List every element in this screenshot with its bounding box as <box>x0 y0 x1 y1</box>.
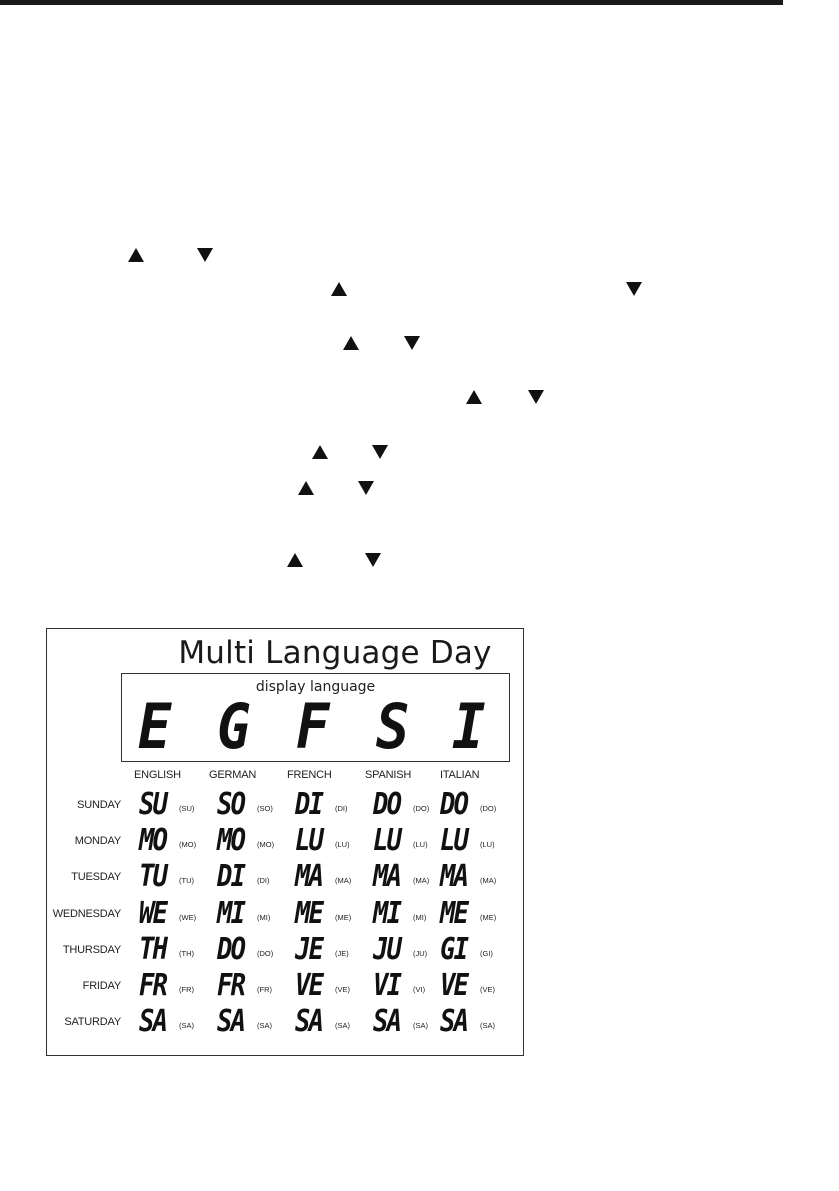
day-cell <box>217 789 293 825</box>
segment-abbreviation: DO <box>373 787 401 822</box>
segment-abbreviation: LU <box>295 823 323 859</box>
day-cell <box>139 895 215 934</box>
day-label: TUESDAY <box>71 871 121 884</box>
day-cell <box>373 931 449 970</box>
column-header: ITALIAN <box>440 769 480 781</box>
day-cell <box>440 825 516 861</box>
abbreviation-label: (WE) <box>179 912 197 922</box>
day-cell <box>295 825 371 861</box>
column-header: ENGLISH <box>134 769 181 781</box>
abbreviation-label: (DI) <box>257 876 270 886</box>
up-arrow-icon <box>128 248 144 262</box>
down-arrow-icon <box>358 481 374 495</box>
down-arrow-icon <box>197 248 213 262</box>
day-label: FRIDAY <box>82 980 121 992</box>
multi-language-day-panel <box>46 628 524 1056</box>
segment-abbreviation: SA <box>373 1004 401 1040</box>
table-row <box>47 789 523 825</box>
segment-abbreviation: TH <box>139 931 167 967</box>
segment-abbreviation: VE <box>295 968 323 1003</box>
language-letters <box>122 692 509 762</box>
up-arrow-icon <box>331 282 347 296</box>
language-letter: F <box>295 690 330 763</box>
abbreviation-label: (DO) <box>480 804 497 813</box>
day-cell <box>217 1006 293 1042</box>
segment-abbreviation: SA <box>295 1004 323 1040</box>
abbreviation-label: (GI) <box>480 948 493 958</box>
day-cell <box>139 789 215 825</box>
segment-abbreviation: VI <box>373 968 401 1003</box>
day-cell <box>373 970 449 1006</box>
segment-abbreviation: ME <box>440 895 468 931</box>
day-cell <box>440 895 516 934</box>
abbreviation-label: (SA) <box>257 1021 272 1031</box>
column-header: SPANISH <box>365 769 412 781</box>
day-cell <box>440 1006 516 1042</box>
table-row <box>47 1006 523 1042</box>
down-arrow-icon <box>365 553 381 567</box>
up-arrow-icon <box>298 481 314 495</box>
abbreviation-label: (SA) <box>335 1021 350 1031</box>
day-cell <box>373 895 449 934</box>
abbreviation-label: (VE) <box>480 985 495 994</box>
panel-title: Multi Language Day <box>178 635 492 671</box>
day-cell <box>373 825 449 861</box>
abbreviation-label: (MO) <box>257 840 275 850</box>
abbreviation-label: (LU) <box>413 840 428 850</box>
segment-abbreviation: FR <box>217 968 245 1003</box>
segment-abbreviation: MI <box>373 895 401 931</box>
abbreviation-label: (MA) <box>335 876 352 886</box>
segment-abbreviation: JU <box>373 931 401 967</box>
up-arrow-icon <box>287 553 303 567</box>
abbreviation-label: (SA) <box>179 1021 194 1031</box>
day-label: SUNDAY <box>77 799 121 811</box>
day-cell <box>217 861 293 897</box>
segment-abbreviation: WE <box>139 895 167 931</box>
day-cell <box>139 825 215 861</box>
day-label: WEDNESDAY <box>52 907 121 920</box>
display-language-label: display language <box>255 679 376 695</box>
segment-abbreviation: SA <box>139 1004 167 1040</box>
table-row <box>47 861 523 897</box>
day-label: MONDAY <box>74 835 121 848</box>
language-letter: I <box>451 690 486 763</box>
day-cell <box>217 895 293 934</box>
day-label: THURSDAY <box>62 943 121 956</box>
segment-abbreviation: DO <box>440 787 468 822</box>
segment-abbreviation: MO <box>217 823 245 859</box>
segment-abbreviation: LU <box>373 823 401 859</box>
abbreviation-label: (VI) <box>413 985 426 994</box>
segment-abbreviation: MA <box>373 859 401 895</box>
day-cell <box>217 931 293 970</box>
abbreviation-label: (TU) <box>179 876 194 886</box>
down-arrow-icon <box>404 336 420 350</box>
abbreviation-label: (MA) <box>480 876 497 886</box>
abbreviation-label: (DO) <box>257 948 274 958</box>
language-letter: E <box>137 690 172 763</box>
day-cell <box>295 931 371 970</box>
down-arrow-icon <box>528 390 544 404</box>
segment-abbreviation: FR <box>139 968 167 1003</box>
day-cell <box>295 970 371 1006</box>
abbreviation-label: (FR) <box>179 985 194 994</box>
abbreviation-label: (DI) <box>335 804 348 813</box>
day-cell <box>295 1006 371 1042</box>
day-cell <box>373 1006 449 1042</box>
abbreviation-label: (MI) <box>257 912 271 922</box>
column-headers <box>47 769 523 785</box>
day-cell <box>295 789 371 825</box>
abbreviation-label: (VE) <box>335 985 350 994</box>
day-cell <box>217 970 293 1006</box>
column-header: GERMAN <box>209 769 257 781</box>
day-cell <box>440 970 516 1006</box>
segment-abbreviation: VE <box>440 968 468 1003</box>
segment-abbreviation: DO <box>217 931 245 967</box>
abbreviation-label: (SA) <box>480 1021 495 1031</box>
abbreviation-label: (ME) <box>335 912 352 922</box>
up-arrow-icon <box>343 336 359 350</box>
day-cell <box>295 895 371 934</box>
table-row <box>47 970 523 1006</box>
abbreviation-label: (MO) <box>179 840 197 850</box>
language-letter: G <box>216 690 251 763</box>
day-cell <box>373 861 449 897</box>
segment-abbreviation: SA <box>440 1004 468 1040</box>
abbreviation-label: (LU) <box>480 840 495 850</box>
day-cell <box>139 861 215 897</box>
table-row <box>47 931 523 970</box>
segment-abbreviation: MA <box>440 859 468 895</box>
segment-abbreviation: ME <box>295 895 323 931</box>
abbreviation-label: (JU) <box>413 948 428 958</box>
abbreviation-label: (SO) <box>257 804 273 813</box>
day-cell <box>295 861 371 897</box>
top-rule <box>0 0 783 5</box>
abbreviation-label: (LU) <box>335 840 350 850</box>
segment-abbreviation: MA <box>295 859 323 895</box>
abbreviation-label: (SU) <box>179 804 195 813</box>
table-row <box>47 825 523 861</box>
segment-abbreviation: LU <box>440 823 468 859</box>
day-cell <box>139 1006 215 1042</box>
segment-abbreviation: MO <box>139 823 167 859</box>
abbreviation-label: (MA) <box>413 876 430 886</box>
day-cell <box>440 931 516 970</box>
segment-abbreviation: GI <box>440 931 468 967</box>
day-cell <box>440 789 516 825</box>
segment-abbreviation: DI <box>217 859 245 895</box>
day-cell <box>373 789 449 825</box>
up-arrow-icon <box>312 445 328 459</box>
lcd-display <box>121 673 510 762</box>
abbreviation-label: (DO) <box>413 804 430 813</box>
segment-abbreviation: SA <box>217 1004 245 1040</box>
segment-abbreviation: MI <box>217 895 245 931</box>
day-cell <box>217 825 293 861</box>
abbreviation-label: (SA) <box>413 1021 428 1031</box>
column-header: FRENCH <box>287 769 332 781</box>
segment-abbreviation: DI <box>295 787 323 822</box>
day-cell <box>139 931 215 970</box>
abbreviation-label: (JE) <box>335 948 349 958</box>
day-cell <box>440 861 516 897</box>
down-arrow-icon <box>372 445 388 459</box>
up-arrow-icon <box>466 390 482 404</box>
day-label: SATURDAY <box>64 1016 121 1029</box>
abbreviation-label: (MI) <box>413 912 427 922</box>
abbreviation-label: (FR) <box>257 985 272 994</box>
segment-abbreviation: SU <box>139 787 167 822</box>
segment-abbreviation: SO <box>217 787 245 822</box>
day-cell <box>139 970 215 1006</box>
table-row <box>47 895 523 934</box>
segment-abbreviation: JE <box>295 931 323 967</box>
abbreviation-label: (TH) <box>179 948 194 958</box>
segment-abbreviation: TU <box>139 859 167 895</box>
language-letter: S <box>375 690 410 763</box>
down-arrow-icon <box>626 282 642 296</box>
abbreviation-label: (ME) <box>480 912 497 922</box>
